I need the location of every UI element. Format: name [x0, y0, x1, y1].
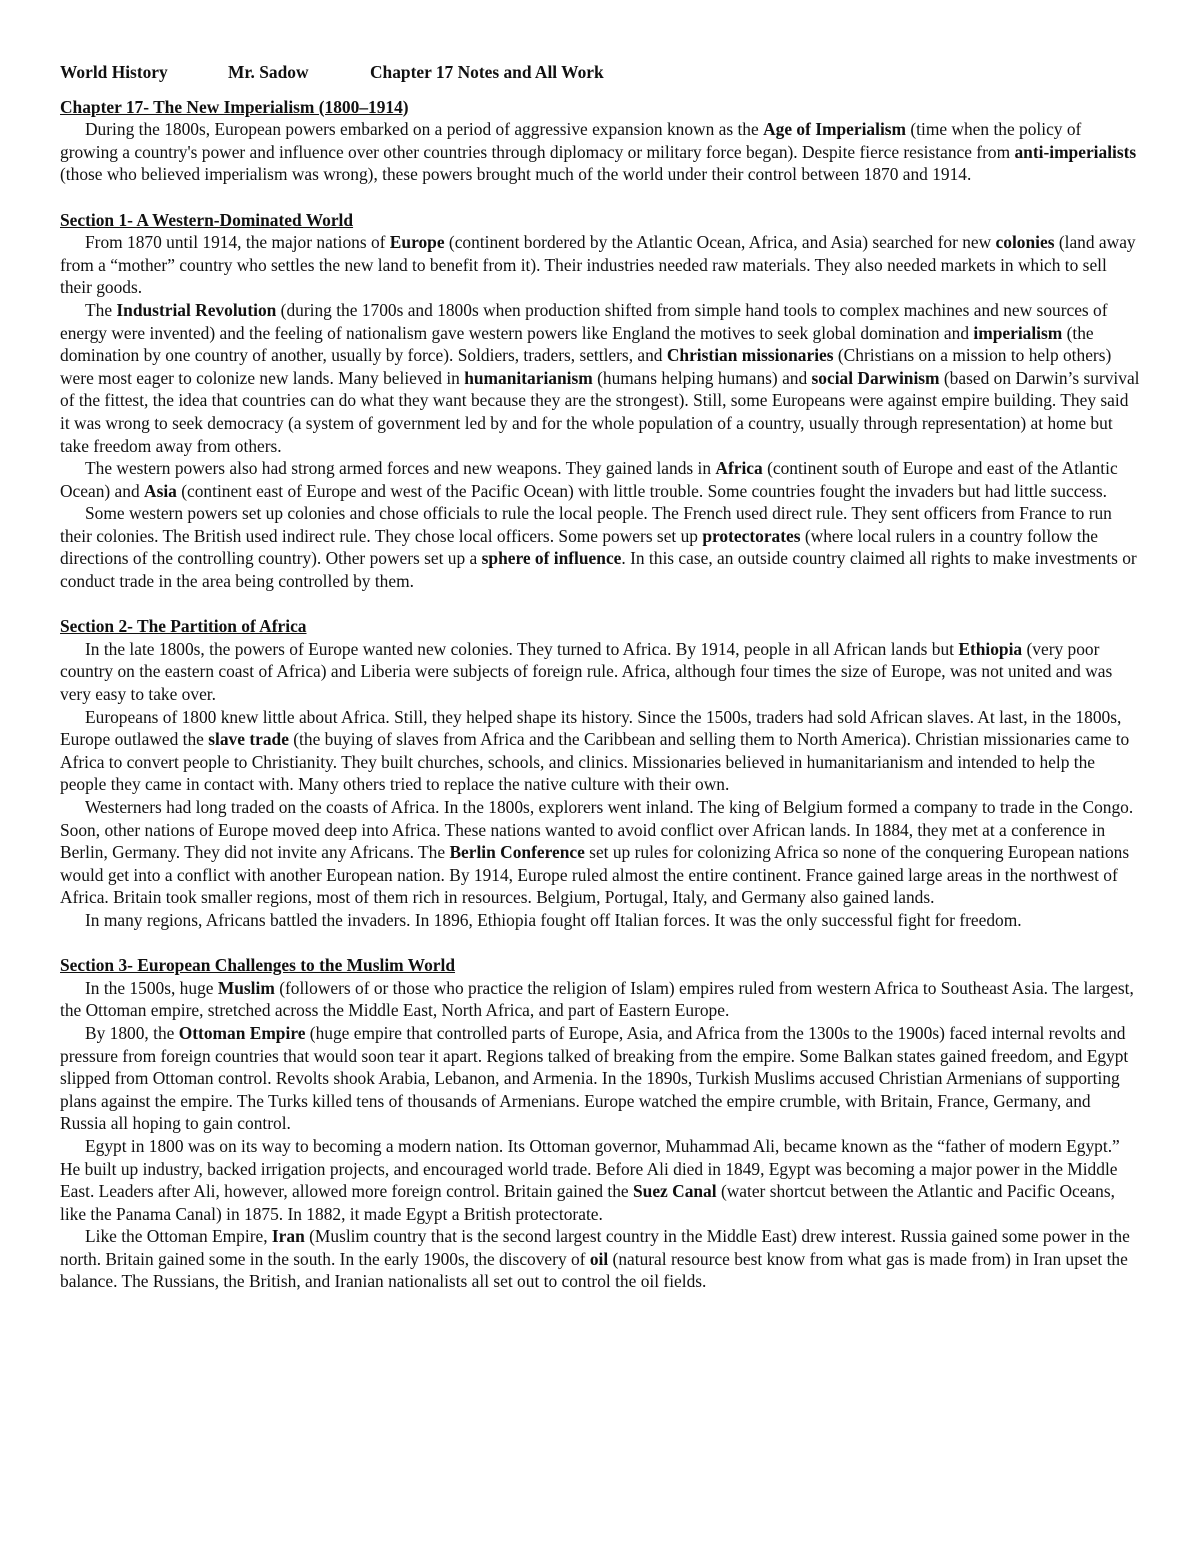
text-run: By 1800, the: [85, 1022, 179, 1043]
document-body: [60, 96, 1140, 1293]
key-term: Ottoman Empire: [178, 1022, 306, 1043]
text-run: (huge empire that controlled parts of Europe, Asia, and Africa from the 1300s to the 1900s) faced internal revolts and pressure from foreign countries that would soon tear it apart. Regions talked of breaking from the empire. Some Balkan states gained freedom, and Egypt slipped from Ottoman control. Revolts shook Arabia, Lebanon, and Armenia. In the 1890s, Turkish Muslims accused Christian Armenians of supporting plans against the empire. The Turks killed tens of thousands of Armenians. Europe watched the empire crumble, with Britain, France, Germany, and Russia all hoping to gain control.: [60, 1022, 1129, 1134]
paragraph: [60, 796, 1140, 909]
document-title: Chapter 17 Notes and All Work: [370, 62, 604, 82]
text-run: (the domination by one country of another, usually by force). Soldiers, traders, settlers, and: [60, 322, 1094, 366]
paragraph: [60, 977, 1140, 1022]
section: [60, 209, 1140, 593]
text-run: (natural resource best know from what gas is made from) in Iran upset the balance. The Russians, the British, and Iranian nationalists all set out to control the oil fields.: [60, 1248, 1128, 1292]
key-term: colonies: [995, 232, 1055, 253]
key-term: social Darwinism: [811, 367, 940, 388]
key-term: Berlin Conference: [449, 842, 585, 863]
section: [60, 96, 1140, 186]
paragraph: [60, 1135, 1140, 1225]
text-run: set up rules for colonizing Africa so none of the conquering European nations would get into a conflict with another European nation. By 1914, Europe ruled almost the entire continent. France gained large areas in the northwest of Africa. Britain took smaller regions, most of them rich in resources. Belgium, Portugal, Italy, and Germany also gained lands.: [60, 842, 1130, 908]
text-run: . In this case, an outside country claimed all rights to make investments or conduct trade in the area being controlled by them.: [60, 548, 1137, 592]
key-term: Europe: [389, 232, 445, 253]
section-heading: Section 2- The Partition of Africa: [60, 616, 307, 637]
text-run: Like the Ottoman Empire,: [85, 1226, 272, 1247]
text-run: (based on Darwin’s survival of the fittest, the idea that countries can do what they want because they are the strongest). Still, some Europeans were against empire building. They said it was wrong to seek democracy (a system of government led by and for the whole population of a country, usually through representation) at home but take freedom away from others.: [60, 367, 1140, 456]
text-run: (Muslim country that is the second largest country in the Middle East) drew interest. Russia gained some power in the north. Britain gained some in the south. In the early 1900s, the discovery of: [60, 1226, 1130, 1269]
key-term: humanitarianism: [464, 367, 593, 388]
paragraph: [60, 118, 1140, 186]
key-term: Ethiopia: [958, 638, 1023, 659]
text-run: (Christians on a mission to help others) were most eager to colonize new lands. Many believed in: [60, 345, 1112, 388]
key-term: Asia: [144, 480, 177, 501]
paragraph: [60, 231, 1140, 299]
key-term: Muslim: [217, 977, 275, 998]
text-run: (land away from a “mother” country who settles the new land to benefit from it). Their industries needed raw materials. They also needed markets in which to sell their goods.: [60, 232, 1136, 298]
text-run: (time when the policy of growing a country's power and influence over other countries through diplomacy or military force began). Despite fierce resistance from: [60, 119, 1082, 162]
key-term: sphere of influence: [481, 548, 622, 569]
text-run: (very poor country on the eastern coast of Africa) and Liberia were subjects of foreign rule. Africa, although four times the size of Europe, was not united and was very easy to take over.: [60, 638, 1113, 705]
course-name: World History: [60, 62, 168, 82]
text-run: From 1870 until 1914, the major nations of: [85, 232, 390, 253]
paragraph: [60, 299, 1140, 457]
paragraph: [60, 457, 1140, 502]
key-term: Iran: [271, 1226, 305, 1247]
paragraph: [60, 909, 1140, 932]
text-run: (continent south of Europe and east of the Atlantic Ocean) and: [60, 458, 1118, 501]
key-term: anti-imperialists: [1014, 141, 1137, 162]
key-term: Africa: [715, 458, 763, 479]
text-run: (during the 1700s and 1800s when production shifted from simple hand tools to complex machines and new sources of energy were invented) and the feeling of nationalism gave western powers like England the motives to seek global domination and: [60, 299, 1108, 343]
section-heading: Section 3- European Challenges to the Muslim World: [60, 955, 456, 976]
paragraph: [60, 706, 1140, 796]
key-term: protectorates: [702, 525, 801, 546]
text-run: In many regions, Africans battled the invaders. In 1896, Ethiopia fought off Italian forces. It was the only successful fight for freedom.: [85, 909, 1022, 930]
key-term: imperialism: [973, 322, 1063, 343]
text-run: During the 1800s, European powers embarked on a period of aggressive expansion known as the: [85, 119, 764, 140]
text-run: Europeans of 1800 knew little about Africa. Still, they helped shape its history. Since the 1500s, traders had sold African slaves. At last, in the 1800s, Europe outlawed the: [60, 706, 1122, 750]
text-run: Westerners had long traded on the coasts of Africa. In the 1800s, explorers went inland. The king of Belgium formed a company to trade in the Congo. Soon, other nations of Europe moved deep into Africa. These nations wanted to avoid conflict over African lands. In 1884, they met at a conference in Berlin, Germany. They did not invite any Africans. The: [60, 797, 1134, 863]
text-run: (water shortcut between the Atlantic and Pacific Oceans, like the Panama Canal) in 1875. In 1882, it made Egypt a British protectorate.: [60, 1181, 1115, 1224]
section-heading: Section 1- A Western-Dominated World: [60, 209, 354, 230]
text-run: In the late 1800s, the powers of Europe wanted new colonies. They turned to Africa. By 1914, people in all African lands but: [85, 638, 959, 659]
text-run: The western powers also had strong armed forces and new weapons. They gained lands in: [85, 458, 716, 479]
text-run: Egypt in 1800 was on its way to becoming a modern nation. Its Ottoman governor, Muhammad Ali, became known as the “father of modern Egypt.” He built up industry, backed irrigation projects, and encouraged world trade. Before Ali died in 1849, Egypt was becoming a major power in the Middle East. Leaders after Ali, however, allowed more foreign control. Britain gained the: [60, 1135, 1120, 1202]
text-run: (continent bordered by the Atlantic Ocean, Africa, and Asia) searched for new: [444, 232, 996, 253]
text-run: In the 1500s, huge: [85, 977, 218, 998]
key-term: Industrial Revolution: [116, 299, 277, 320]
document-page: [60, 61, 1140, 1316]
section-heading: Chapter 17- The New Imperialism (1800–1914): [60, 96, 409, 117]
paragraph: [60, 502, 1140, 592]
section: [60, 954, 1140, 1293]
text-run: (where local rulers in a country follow the directions of the controlling country). Other powers set up a: [60, 525, 1098, 569]
text-run: (followers of or those who practice the religion of Islam) empires ruled from western Africa to Southeast Asia. The largest, the Ottoman empire, stretched across the Middle East, North Africa, and part of Eastern Europe.: [60, 977, 1134, 1021]
text-run: The: [85, 299, 117, 320]
teacher-name: Mr. Sadow: [228, 62, 309, 82]
key-term: Suez Canal: [633, 1181, 717, 1202]
section: [60, 615, 1140, 931]
text-run: (the buying of slaves from Africa and the Caribbean and selling them to North America). Christian missionaries came to Africa to convert people to Christianity. They built churches, schools, and clinics. Missionaries believed in humanitarianism and intended to help the people they came in contact with. Many others tried to replace the native culture with their own.: [60, 729, 1130, 795]
key-term: Christian missionaries: [666, 345, 834, 366]
text-run: (continent east of Europe and west of the Pacific Ocean) with little trouble. Some countries fought the invaders but had little success.: [176, 480, 1108, 501]
key-term: slave trade: [208, 729, 289, 750]
text-run: Some western powers set up colonies and chose officials to rule the local people. The French used direct rule. They sent officers from France to run their colonies. The British used indirect rule. They chose local officers. Some powers set up: [60, 503, 1112, 546]
paragraph: [60, 1022, 1140, 1135]
key-term: oil: [589, 1248, 609, 1269]
document-header: [60, 61, 1140, 84]
key-term: Age of Imperialism: [763, 119, 907, 140]
text-run: (humans helping humans) and: [592, 367, 812, 388]
paragraph: [60, 638, 1140, 706]
paragraph: [60, 1225, 1140, 1293]
text-run: (those who believed imperialism was wrong), these powers brought much of the world under their control between 1870 and 1914.: [60, 164, 972, 185]
